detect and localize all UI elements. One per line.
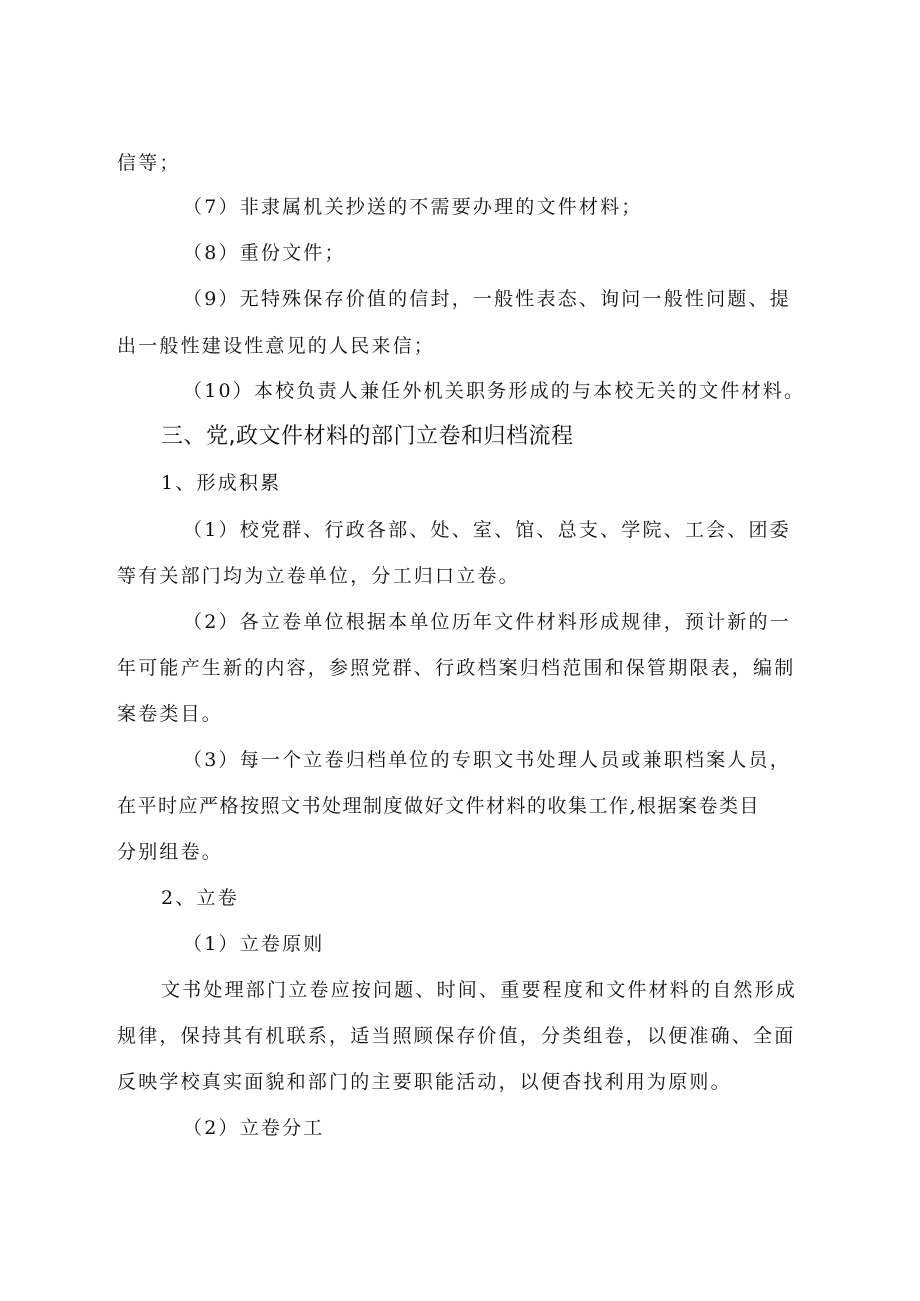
filing-principle-paragraph-continued-2: 反映学校真实面貌和部门的主要职能活动，以便杳找利用为原则。: [117, 1071, 732, 1093]
list-item-7: （7）非隶属机关抄送的不需要办理的文件材料；: [183, 196, 643, 218]
paragraph-item-2-continued-2: 案卷类目。: [117, 703, 224, 725]
paragraph-item-3-continued-2: 分别组卷。: [117, 841, 224, 863]
list-item-10: （10）本校负责人兼任外机关职务形成的与本校无关的文件材料。: [183, 380, 806, 402]
body-text-line: 信等；: [117, 152, 181, 174]
paragraph-item-2: （2）各立卷单位根据本单位历年文件材料形成规律，预计新的一: [183, 611, 791, 633]
filing-principle-paragraph-continued-1: 规律，保持其有机联系，适当照顾保存价值，分类组卷，以便准确、全面: [117, 1025, 796, 1047]
filing-principle-paragraph: 文书处理部门立卷应按问题、时间、重要程度和文件材料的自然形成: [161, 979, 798, 1001]
paragraph-item-3: （3）每一个立卷归档单位的专职文书处理人员或兼职档案人员，: [183, 749, 791, 771]
paragraph-item-1-continued: 等有关部门均为立卷单位，分工归口立卷。: [117, 565, 520, 587]
filing-division-heading: （2）立卷分工: [183, 1117, 325, 1139]
subsection-heading-formation: 1、形成积累: [161, 472, 282, 494]
paragraph-item-3-continued-1: 在平时应严格按照文书处理制度做好文件材料的收集工作,根据案卷类目: [117, 795, 761, 817]
filing-principle-heading: （1）立卷原则: [183, 933, 325, 955]
subsection-heading-filing: 2、立卷: [161, 887, 239, 909]
paragraph-item-1: （1）校党群、行政各部、处、室、馆、总支、学院、工会、团委: [183, 519, 791, 541]
section-heading: 三、党,政文件材料的部门立卷和归档流程: [161, 424, 574, 449]
list-item-8: （8）重份文件；: [183, 242, 346, 264]
list-item-9-continued: 出一般性建设性意见的人民来信；: [117, 335, 436, 357]
list-item-9: （9）无特殊保存价值的信封，一般性表态、询问一般性问题、提: [183, 288, 791, 310]
paragraph-item-2-continued-1: 年可能产生新的内容，参照党群、行政档案归档范围和保管期限表，编制: [117, 657, 796, 679]
